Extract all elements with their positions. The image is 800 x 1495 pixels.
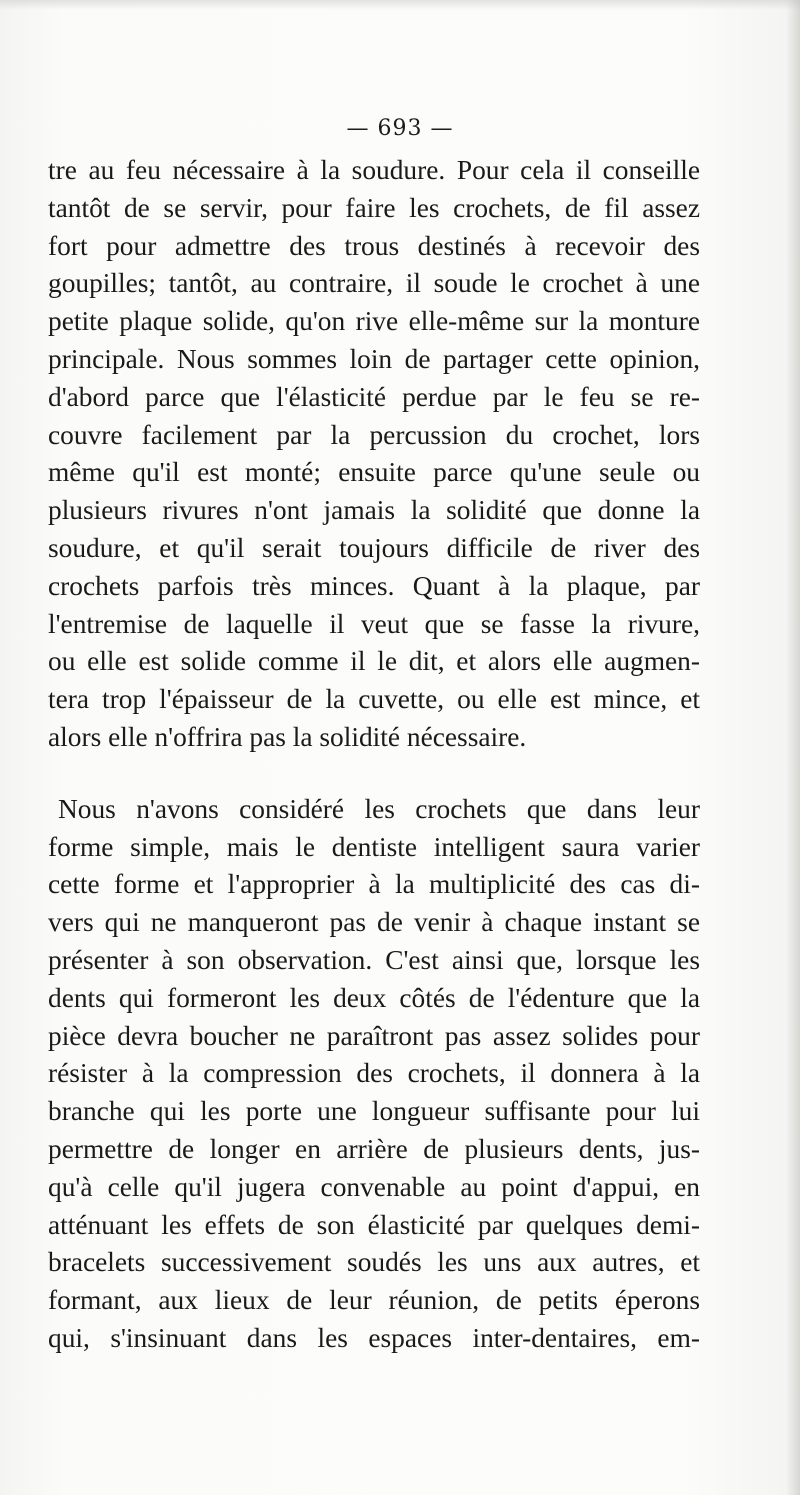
body-text bbox=[48, 152, 700, 1358]
text-line: petite plaque solide, qu'on rive elle-même sur la monture bbox=[48, 306, 700, 337]
paragraph-2 bbox=[48, 791, 700, 1358]
text-line: branche qui les porte une longueur suffisante pour lui bbox=[48, 1096, 700, 1127]
text-line: crochets parfois très minces. Quant à la plaque, par bbox=[48, 570, 700, 601]
page-top-shadow bbox=[0, 0, 800, 10]
text-line: permettre de longer en arrière de plusieurs dents, jus- bbox=[48, 1133, 700, 1164]
text-line: plusieurs rivures n'ont jamais la solidité que donne la bbox=[48, 495, 700, 526]
text-line: présenter à son observation. C'est ainsi que, lorsque les bbox=[48, 944, 700, 975]
text-line: fort pour admettre des trous destinés à recevoir des bbox=[48, 230, 700, 261]
page-edge-shadow bbox=[786, 0, 800, 1495]
page-number: — 693 — bbox=[346, 116, 454, 141]
text-line: dents qui formeront les deux côtés de l'édenture que la bbox=[48, 982, 700, 1013]
text-line: tera trop l'épaisseur de la cuvette, ou elle est mince, et bbox=[48, 684, 700, 715]
text-line: ou elle est solide comme il le dit, et alors elle augmen- bbox=[48, 646, 700, 677]
text-line: principale. Nous sommes loin de partager cette opinion, bbox=[48, 343, 700, 374]
text-line: soudure, et qu'il serait toujours difficile de river des bbox=[48, 532, 700, 563]
text-line: même qu'il est monté; ensuite parce qu'une seule ou bbox=[48, 457, 700, 488]
text-line: d'abord parce que l'élasticité perdue par le feu se re- bbox=[48, 381, 700, 412]
text-line: résister à la compression des crochets, il donnera à la bbox=[48, 1058, 700, 1089]
text-line: alors elle n'offrira pas la solidité nécessaire. bbox=[48, 721, 527, 752]
text-line: bracelets successivement soudés les uns aux autres, et bbox=[48, 1247, 700, 1278]
text-line: forme simple, mais le dentiste intelligent saura varier bbox=[48, 831, 700, 862]
text-line: goupilles; tantôt, au contraire, il soude le crochet à une bbox=[48, 268, 700, 299]
text-line: couvre facilement par la percussion du crochet, lors bbox=[48, 419, 700, 450]
text-line: cette forme et l'approprier à la multiplicité des cas di- bbox=[48, 869, 700, 900]
text-line: tre au feu nécessaire à la soudure. Pour cela il conseille bbox=[48, 155, 700, 185]
text-line: atténuant les effets de son élasticité par quelques demi- bbox=[48, 1209, 700, 1240]
text-line: pièce devra boucher ne paraîtront pas assez solides pour bbox=[48, 1020, 700, 1051]
text-line: qui, s'insinuant dans les espaces inter-dentaires, em- bbox=[48, 1322, 700, 1353]
paragraph-gap bbox=[48, 757, 700, 791]
text-line: Nous n'avons considéré les crochets que dans leur bbox=[58, 793, 700, 824]
text-line: vers qui ne manqueront pas de venir à chaque instant se bbox=[48, 907, 700, 938]
text-line: qu'à celle qu'il jugera convenable au point d'appui, en bbox=[48, 1171, 700, 1202]
text-line: tantôt de se servir, pour faire les crochets, de fil assez bbox=[48, 192, 700, 223]
text-line: l'entremise de laquelle il veut que se fasse la rivure, bbox=[48, 608, 700, 639]
text-line: formant, aux lieux de leur réunion, de petits éperons bbox=[48, 1285, 700, 1316]
paragraph-1 bbox=[48, 152, 700, 757]
